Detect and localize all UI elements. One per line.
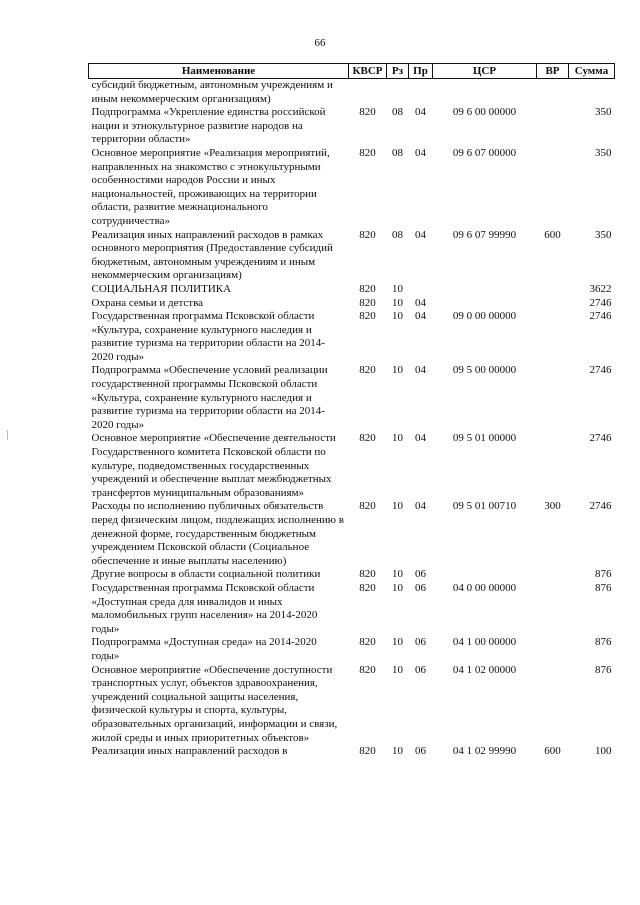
cell-sum: 350: [595, 106, 612, 119]
cell-name: СОЦИАЛЬНАЯ ПОЛИТИКА: [91, 282, 232, 295]
cell-csr: 04 1 00 00000: [452, 636, 517, 649]
cell-csr: 09 5 01 00000: [452, 432, 517, 445]
cell-name: Подпрограмма «Доступная среда» на 2014-2020 годы»: [91, 636, 317, 662]
cell-vr: 300: [544, 500, 561, 513]
cell-sum: 100: [595, 745, 612, 758]
cell-name: Основное мероприятие «Реализация мероприятий, направленных на знакомство с этнокультурными особенностями народов России и иных национальностей, проживающих на территории области, развитие межнационального сотрудничества»: [91, 146, 330, 227]
cell-csr: [433, 297, 537, 311]
cell-rz: [387, 79, 409, 107]
table-row: [89, 364, 615, 432]
cell-rz: 10: [392, 364, 403, 377]
cell-kvsr: 820: [359, 432, 376, 445]
table-row: [89, 500, 615, 568]
table-row: [89, 147, 615, 229]
cell-pr: 06: [415, 568, 426, 581]
cell-rz: 10: [392, 432, 403, 445]
table-row: [89, 229, 615, 283]
cell-sum: 2746: [589, 500, 612, 513]
table-row: [89, 283, 615, 297]
cell-kvsr: 820: [359, 106, 376, 119]
cell-csr: 09 5 01 00710: [452, 500, 517, 513]
cell-name: Основное мероприятие «Обеспечение деятельности Государственного комитета Псковской области по культуре, подведомственных государственных учреждений и обеспечение выплат межбюджетных трансфертов муниципальным образованиям»: [91, 432, 336, 499]
cell-pr: 06: [415, 745, 426, 758]
cell-csr: 04 1 02 00000: [452, 663, 517, 676]
cell-vr: [537, 297, 569, 311]
cell-rz: 08: [392, 146, 403, 159]
cell-sum: 2746: [589, 364, 612, 377]
cell-kvsr: 820: [359, 282, 376, 295]
cell-rz: 10: [392, 745, 403, 758]
cell-pr: 04: [415, 296, 426, 309]
table-row: [89, 310, 615, 364]
cell-kvsr: 820: [359, 310, 376, 323]
cell-name: Расходы по исполнению публичных обязательств перед физическим лицом, подлежащих исполнению в денежной форме, государственным бюджетным учреждением Псковской области (Социальное обеспечение и иные выплаты населению): [91, 500, 344, 567]
cell-sum: 876: [595, 568, 612, 581]
cell-pr: 04: [415, 106, 426, 119]
cell-csr: 09 6 07 00000: [452, 146, 517, 159]
table-row: [89, 568, 615, 582]
table-row: [89, 636, 615, 663]
cell-csr: [433, 283, 537, 297]
cell-pr: [409, 283, 433, 297]
header-pr: Пр: [409, 64, 433, 79]
cell-kvsr: 820: [359, 296, 376, 309]
cell-kvsr: 820: [359, 500, 376, 513]
table-header: [89, 64, 615, 79]
cell-rz: 10: [392, 282, 403, 295]
table-body: [89, 79, 615, 759]
cell-rz: 08: [392, 228, 403, 241]
header-row: [89, 64, 615, 79]
cell-name: Подпрограмма «Обеспечение условий реализации государственной программы Псковской области «Культура, сохранение культурного наследия и развитие туризма на территории области на 2014-2020 годы»: [91, 364, 328, 431]
table-row: [89, 745, 615, 759]
cell-vr: [537, 664, 569, 746]
cell-rz: 10: [392, 500, 403, 513]
cell-csr: [433, 79, 537, 107]
header-vr: ВР: [537, 64, 569, 79]
cell-vr: [537, 582, 569, 636]
cell-sum: 2746: [589, 296, 612, 309]
cell-name: Реализация иных направлений расходов в рамках основного мероприятия (Предоставление субсидий бюджетным, автономным учреждениям и иным некоммерческим организациям): [91, 228, 333, 282]
page-number: 66: [314, 37, 326, 49]
cell-name: Государственная программа Псковской области «Культура, сохранение культурного наследия и развитие туризма на территории области на 2014-2020 годы»: [91, 310, 325, 363]
cell-kvsr: 820: [359, 568, 376, 581]
cell-pr: [409, 79, 433, 107]
cell-pr: 06: [415, 581, 426, 594]
header-kvsr: КВСР: [349, 64, 387, 79]
cell-vr: [537, 106, 569, 147]
cell-csr: 04 0 00 00000: [452, 581, 517, 594]
cell-csr: 09 6 07 99990: [452, 228, 517, 241]
cell-csr: [433, 568, 537, 582]
cell-sum: 350: [595, 228, 612, 241]
cell-kvsr: 820: [359, 146, 376, 159]
cell-name: Государственная программа Псковской области «Доступная среда для инвалидов и иных маломобильных групп населения» на 2014-2020 годы»: [91, 581, 318, 635]
cell-vr: 600: [544, 228, 561, 241]
cell-sum: 876: [595, 663, 612, 676]
cell-kvsr: [349, 79, 387, 107]
cell-sum: 876: [595, 581, 612, 594]
cell-csr: 09 6 00 00000: [452, 106, 517, 119]
scan-artifact: [7, 430, 8, 440]
cell-name: Основное мероприятие «Обеспечение доступности транспортных услуг, объектов здравоохранения, учреждений социальной защиты населения, физической культуры и спорта, культуры, образовательных организаций, информации и связи, жилой среды и иных приоритетных объектов»: [91, 663, 338, 744]
cell-pr: 04: [415, 310, 426, 323]
cell-vr: [537, 283, 569, 297]
cell-pr: 04: [415, 432, 426, 445]
cell-vr: [537, 636, 569, 663]
cell-vr: [537, 310, 569, 364]
cell-pr: 04: [415, 364, 426, 377]
cell-name: Подпрограмма «Укрепление единства российской нации и этнокультурное развитие народов на территории области»: [91, 106, 326, 146]
cell-pr: 06: [415, 663, 426, 676]
cell-vr: [537, 364, 569, 432]
cell-rz: 10: [392, 568, 403, 581]
cell-sum: 876: [595, 636, 612, 649]
header-name: Наименование: [89, 64, 349, 79]
cell-csr: 04 1 02 99990: [452, 745, 517, 758]
cell-rz: 10: [392, 310, 403, 323]
cell-name: Охрана семьи и детства: [91, 296, 204, 309]
cell-pr: 06: [415, 636, 426, 649]
cell-sum: 2746: [589, 310, 612, 323]
table-row: [89, 297, 615, 311]
cell-vr: [537, 432, 569, 500]
cell-pr: 04: [415, 500, 426, 513]
table-row: [89, 106, 615, 147]
budget-table: [88, 63, 615, 759]
cell-rz: 10: [392, 581, 403, 594]
cell-vr: [537, 147, 569, 229]
cell-pr: 04: [415, 146, 426, 159]
cell-kvsr: 820: [359, 228, 376, 241]
cell-rz: 08: [392, 106, 403, 119]
cell-csr: 09 5 00 00000: [452, 364, 517, 377]
cell-kvsr: 820: [359, 745, 376, 758]
header-csr: ЦСР: [433, 64, 537, 79]
cell-kvsr: 820: [359, 581, 376, 594]
cell-name: Реализация иных направлений расходов в: [91, 745, 288, 758]
cell-vr: [537, 568, 569, 582]
cell-sum: [569, 79, 615, 107]
cell-vr: 600: [544, 745, 561, 758]
cell-name: Другие вопросы в области социальной политики: [91, 568, 321, 581]
header-rz: Рз: [387, 64, 409, 79]
cell-name: субсидий бюджетным, автономным учреждениям и иным некоммерческим организациям): [91, 79, 333, 105]
cell-sum: 350: [595, 146, 612, 159]
cell-rz: 10: [392, 636, 403, 649]
cell-kvsr: 820: [359, 636, 376, 649]
table-row: [89, 582, 615, 636]
cell-csr: 09 0 00 00000: [452, 310, 517, 323]
table-row: [89, 664, 615, 746]
table-row: [89, 432, 615, 500]
cell-pr: 04: [415, 228, 426, 241]
cell-vr: [537, 79, 569, 107]
cell-rz: 10: [392, 296, 403, 309]
cell-sum: 3622: [589, 282, 612, 295]
cell-rz: 10: [392, 663, 403, 676]
cell-sum: 2746: [589, 432, 612, 445]
cell-kvsr: 820: [359, 663, 376, 676]
cell-kvsr: 820: [359, 364, 376, 377]
header-sum: Сумма: [569, 64, 615, 79]
table-row: [89, 79, 615, 107]
